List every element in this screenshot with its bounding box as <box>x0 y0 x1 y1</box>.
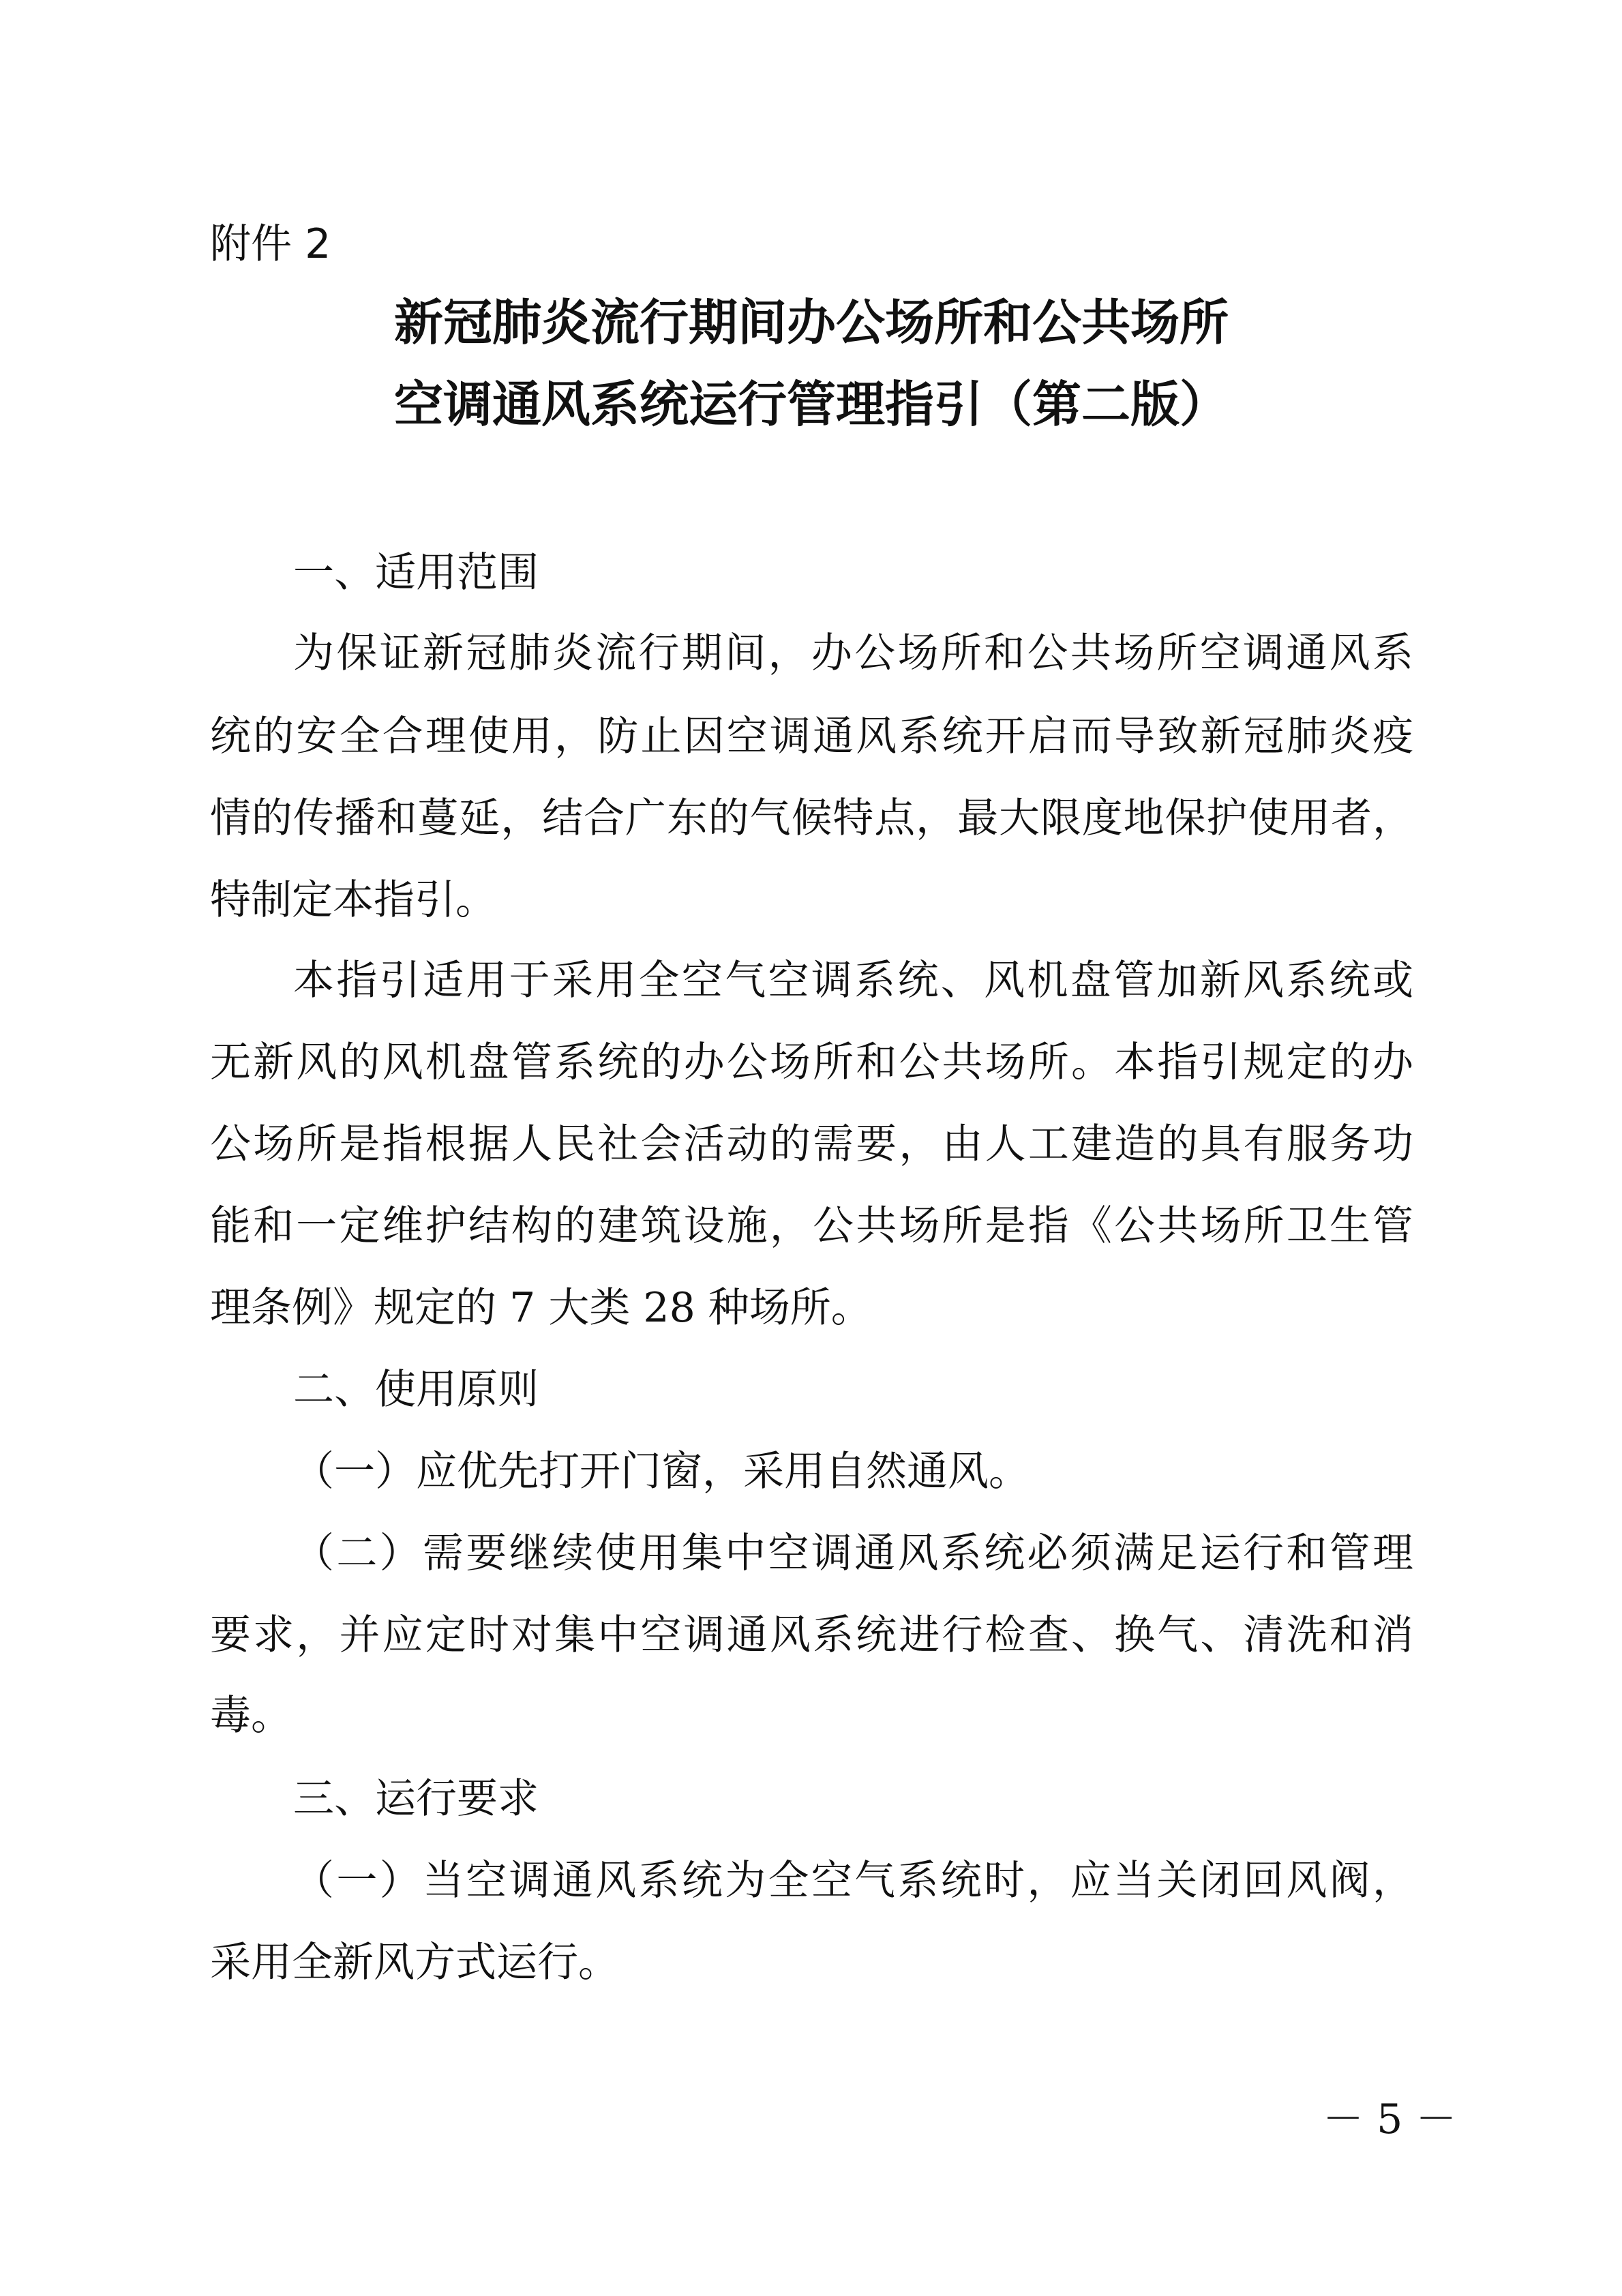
paragraph-line: 特制定本指引。 <box>210 876 496 924</box>
section-heading-principles: 二、使用原则 <box>293 1366 539 1414</box>
paragraph-line: 公场所是指根据人民社会活动的需要，由人工建造的具有服务功 <box>210 1120 1413 1168</box>
paragraph-line: （一）当空调通风系统为全空气系统时，应当关闭回风阀， <box>293 1857 1413 1905</box>
paragraph-line: （二）需要继续使用集中空调通风系统必须满足运行和管理 <box>293 1530 1413 1577</box>
document-title-line-1: 新冠肺炎流行期间办公场所和公共场所 <box>393 293 1229 351</box>
section-heading-operation: 三、运行要求 <box>293 1775 539 1823</box>
paragraph-line: 采用全新风方式运行。 <box>210 1939 619 1986</box>
paragraph-line: 能和一定维护结构的建筑设施，公共场所是指《公共场所卫生管 <box>210 1202 1413 1250</box>
paragraph-line: 要求，并应定时对集中空调通风系统进行检查、换气、清洗和消 <box>210 1611 1413 1659</box>
paragraph-line: 为保证新冠肺炎流行期间，办公场所和公共场所空调通风系 <box>293 629 1413 677</box>
attachment-label: 附件 2 <box>210 220 331 268</box>
paragraph-line: （一）应优先打开门窗，采用自然通风。 <box>293 1448 1030 1495</box>
section-heading-scope: 一、适用范围 <box>293 549 539 597</box>
paragraph-line: 统的安全合理使用，防止因空调通风系统开启而导致新冠肺炎疫 <box>210 713 1413 760</box>
paragraph-line: 情的传播和蔓延，结合广东的气候特点，最大限度地保护使用者， <box>210 794 1413 842</box>
paragraph-line: 本指引适用于采用全空气空调系统、风机盘管加新风系统或 <box>293 957 1413 1004</box>
paragraph-line: 理条例》规定的 7 大类 28 种场所。 <box>210 1284 872 1332</box>
paragraph-line: 毒。 <box>210 1692 292 1740</box>
paragraph-line: 无新风的风机盘管系统的办公场所和公共场所。本指引规定的办 <box>210 1039 1413 1086</box>
page-number: － 5 － <box>1323 2096 1457 2143</box>
document-title-line-2: 空调通风系统运行管理指引（第二版） <box>393 375 1229 433</box>
